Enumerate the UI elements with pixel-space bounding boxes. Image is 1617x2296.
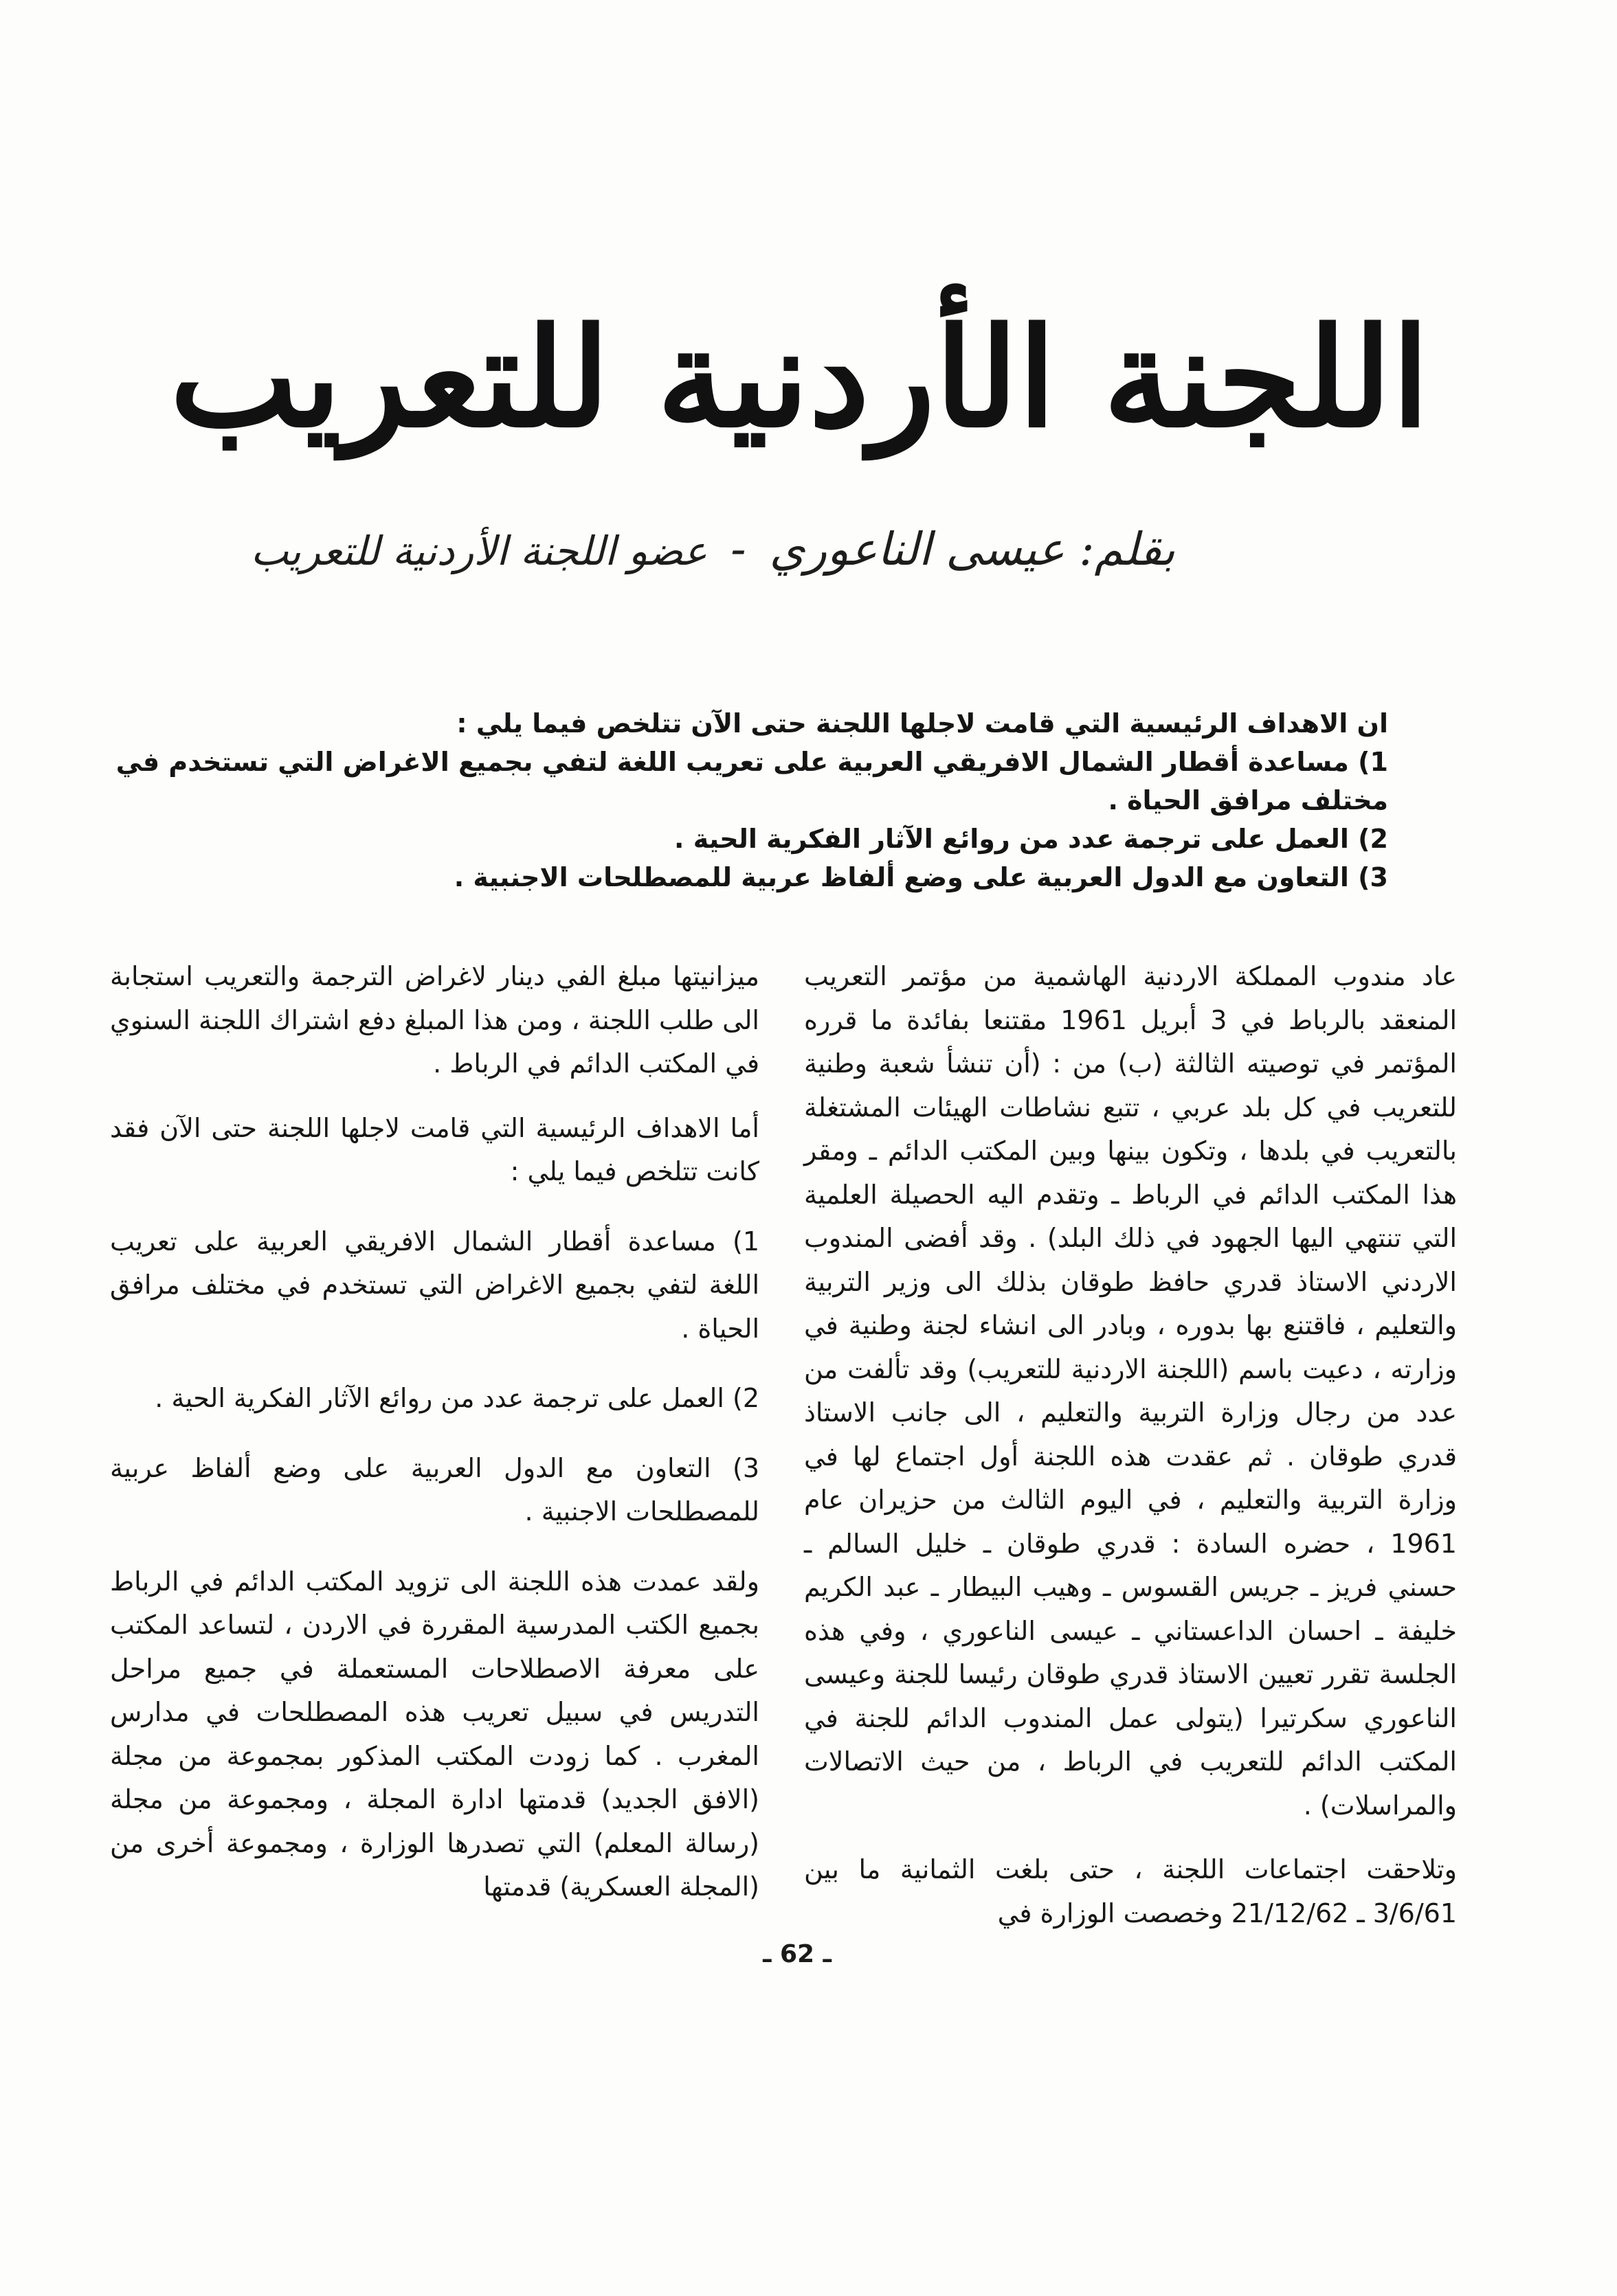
byline-separator: - — [731, 523, 746, 576]
intro-lead: ان الاهداف الرئيسية التي قامت لاجلها اللجنة حتى الآن تتلخص فيما يلي : — [456, 708, 1388, 739]
intro-item: 3) التعاون مع الدول العربية على وضع ألفاظ عربية للمصطلحات الاجنبية . — [454, 862, 1388, 892]
intro-item: 2) العمل على ترجمة عدد من روائع الآثار الفكرية الحية . — [674, 824, 1388, 854]
list-item: 1) مساعدة أقطار الشمال الافريقي العربية على تعريب اللغة لتفي بجميع الاغراض التي تستخدم في مختلف مرافق الحياة . — [110, 1226, 759, 1344]
byline-role: عضو اللجنة الأردنية للتعريب — [250, 528, 708, 574]
list-item: 2) العمل على ترجمة عدد من روائع الآثار الفكرية الحية . — [155, 1383, 759, 1413]
byline — [250, 512, 1175, 587]
paragraph: عاد مندوب المملكة الاردنية الهاشمية من مؤتمر التعريب المنعقد بالرباط في 3 أبريل 1961 مقتنعا بفائدة ما قرره المؤتمر في توصيته الثالثة (ب) من : (أن تنشأ شعبة وطنية للتعريب في كل بلد عربي ، تتبع نشاطات الهيئات المشتغلة بالتعريب في بلدها ، وتكون بينها وبين المكتب الدائم ـ ومقر هذا المكتب الدائم في الرباط ـ وتقدم اليه الحصيلة العلمية التي تنتهي اليها الجهود في ذلك البلد) . وقد أفضى المندوب الاردني الاستاذ قدري حافظ طوقان بذلك الى وزير التربية والتعليم ، فاقتنع بها بدوره ، وبادر الى انشاء لجنة وطنية في وزارته ، دعيت باسم (اللجنة الاردنية للتعريب) وقد تألفت من عدد من رجال وزارة التربية والتعليم ، الى جانب الاستاذ قدري طوقان . ثم عقدت هذه اللجنة أول اجتماع لها في وزارة التربية والتعليم ، في اليوم الثالث من حزيران عام 1961 ، حضره السادة : قدري طوقان ـ خليل السالم ـ حسني فريز ـ جريس القسوس ـ وهيب البيطار ـ عبد الكريم خليفة ـ احسان الداعستاني ـ عيسى الناعوري ، وفي هذه الجلسة تقرر تعيين الاستاذ قدري طوقان رئيسا للجنة وعيسى الناعوري سكرتيرا (يتولى عمل المندوب الدائم للجنة في المكتب الدائم للتعريب في الرباط ، من حيث الاتصالات والمراسلات) . — [804, 961, 1457, 1821]
article-title: اللجنة الأردنية للتعريب — [170, 297, 1429, 458]
byline-author: بقلم: عيسى الناعوري — [769, 523, 1175, 576]
intro-summary — [110, 704, 1388, 897]
left-column — [110, 955, 759, 1930]
paragraph: أما الاهداف الرئيسية التي قامت لاجلها اللجنة حتى الآن فقد كانت تتلخص فيما يلي : — [110, 1112, 759, 1186]
paragraph: ولقد عمدت هذه اللجنة الى تزويد المكتب الدائم في الرباط بجميع الكتب المدرسية المقررة في الاردن ، لتساعد المكتب على معرفة الاصطلاحات المستعملة في جميع مراحل التدريس في سبيل تعريب هذه المصطلحات في مدارس المغرب . كما زودت المكتب المذكور بمجموعة من مجلة (الافق الجديد) قدمتها ادارة المجلة ، ومجموعة من مجلة (رسالة المعلم) التي تصدرها الوزارة ، ومجموعة أخرى من (المجلة العسكرية) قدمتها — [110, 1566, 759, 1902]
intro-item: 1) مساعدة أقطار الشمال الافريقي العربية على تعريب اللغة لتفي بجميع الاغراض التي تستخدم في مختلف مرافق الحياة . — [115, 747, 1388, 815]
right-column — [804, 955, 1457, 1956]
page-number: ـ 62 ـ — [763, 1940, 832, 1968]
paragraph: وتلاحقت اجتماعات اللجنة ، حتى بلغت الثمانية ما بين 3/6/61 ـ 21/12/62 وخصصت الوزارة في — [804, 1854, 1457, 1928]
paragraph: ميزانيتها مبلغ الفي دينار لاغراض الترجمة والتعريب استجابة الى طلب اللجنة ، ومن هذا المبلغ دفع اشتراك اللجنة السنوي في المكتب الدائم في الرباط . — [110, 961, 759, 1079]
list-item: 3) التعاون مع الدول العربية على وضع ألفاظ عربية للمصطلحات الاجنبية . — [110, 1452, 759, 1527]
